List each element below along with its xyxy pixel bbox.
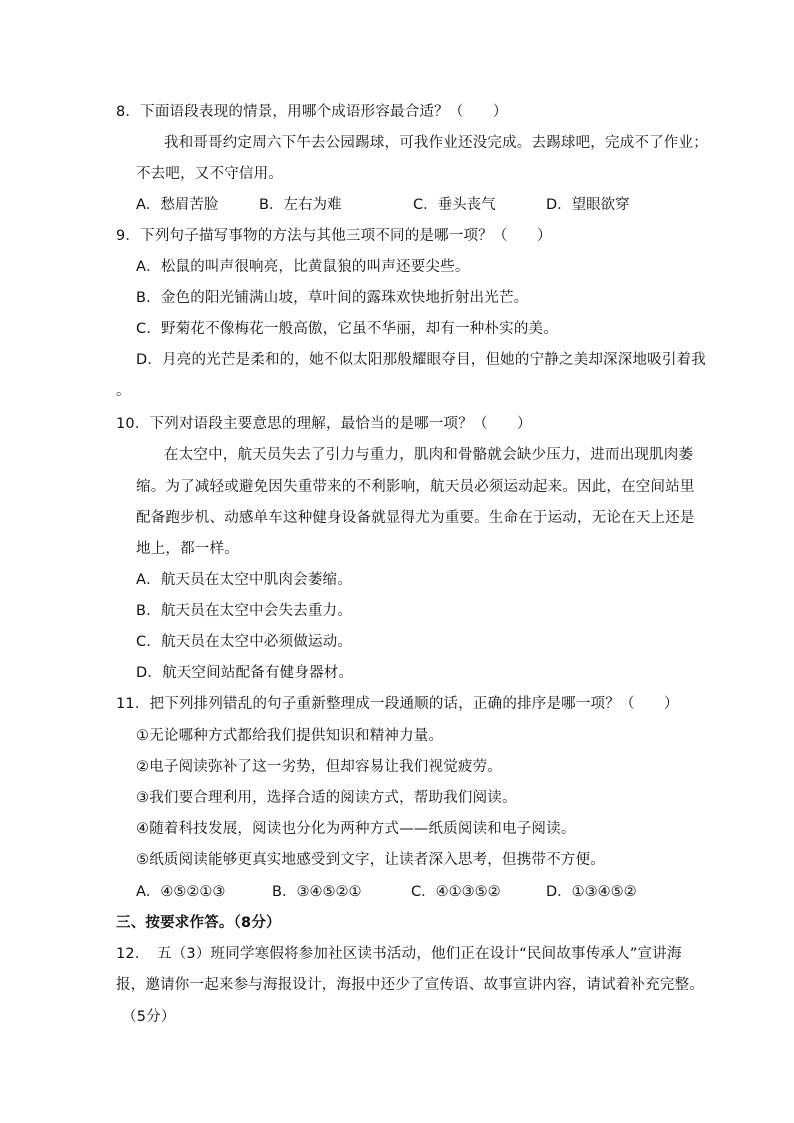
q8-option-d: D．望眼欲穿 — [546, 197, 630, 213]
q9-option-d: D．月亮的光芒是柔和的，她不似太阳那般耀眼夺目，但她的宁静之美却深深地吸引着我 — [136, 352, 706, 368]
q10-passage-line-2: 缩。为了减轻或避免因失重带来的不利影响，航天员必须运动起来。因此，在空间站里 — [136, 479, 695, 495]
q8-passage-line-2: 不去吧，又不守信用。 — [136, 166, 283, 182]
q8-option-b: B．左右为难 — [259, 197, 342, 213]
q11-sentence-2: ②电子阅读弥补了这一劣势，但却容易让我们视觉疲劳。 — [136, 759, 502, 775]
q11-option-b: B．③④⑤②① — [272, 884, 362, 900]
section-3-title: 三、按要求作答。（8分） — [116, 915, 281, 931]
q10-passage-line-3: 配备跑步机、动感单车这种健身设备就显得尤为重要。生命在于运动，无论在天上还是 — [136, 510, 695, 526]
q10-option-b: B．航天员在太空中会失去重力。 — [136, 603, 352, 619]
q12-line-3: （5分） — [122, 1009, 176, 1025]
q9-option-b: B．金色的阳光铺满山坡，草叶间的露珠欢快地折射出光芒。 — [136, 290, 529, 306]
q9-stem: 9．下列句子描写事物的方法与其他三项不同的是哪一项？（ ） — [116, 228, 552, 244]
q9-option-d-tail: 。 — [116, 383, 131, 399]
q10-option-a: A．航天员在太空中肌肉会萎缩。 — [136, 572, 352, 588]
q9-option-a: A．松鼠的叫声很响亮，比黄鼠狼的叫声还要尖些。 — [136, 259, 470, 275]
q8-options — [136, 195, 656, 215]
q10-stem: 10．下列对语段主要意思的理解，最恰当的是哪一项？（ ） — [116, 416, 532, 432]
q11-option-a: A．④⑤②①③ — [136, 884, 226, 900]
q11-sentence-1: ①无论哪种方式都给我们提供知识和精神力量。 — [136, 728, 444, 744]
q11-options — [136, 882, 676, 902]
q11-option-c: C．④①③⑤② — [411, 884, 501, 900]
q11-sentence-4: ④随着科技发展，阅读也分化为两种方式——纸质阅读和电子阅读。 — [136, 821, 576, 837]
q11-option-d: D．①③④⑤② — [546, 884, 637, 900]
q11-sentence-3: ③我们要合理利用，选择合适的阅读方式，帮助我们阅读。 — [136, 790, 517, 806]
q10-option-d: D．航天空间站配备有健身器材。 — [136, 665, 354, 681]
q9-option-c: C．野菊花不像梅花一般高傲，它虽不华丽，却有一种朴实的美。 — [136, 321, 558, 337]
q12-line-2: 报，邀请你一起来参与海报设计，海报中还少了宣传语、故事宣讲内容，请试着补充完整。 — [116, 977, 704, 993]
q11-sentence-5: ⑤纸质阅读能够更真实地感受到文字，让读者深入思考，但携带不方便。 — [136, 852, 605, 868]
q8-option-a: A．愁眉苦脸 — [136, 197, 219, 213]
q8-stem: 8．下面语段表现的情景，用哪个成语形容最合适？（ ） — [116, 104, 508, 120]
q10-passage-line-1: 在太空中，航天员失去了引力与重力，肌肉和骨骼就会缺少压力，进而出现肌肉萎 — [164, 447, 694, 463]
q11-stem: 11．把下列排列错乱的句子重新整理成一段通顺的话，正确的排序是哪一项？（ ） — [116, 696, 679, 712]
q8-option-c: C．垂头丧气 — [413, 197, 496, 213]
q12-line-1: 12． 五（3）班同学寒假将参加社区读书活动，他们正在设计“民间故事传承人”宣讲海 — [116, 946, 682, 962]
q10-passage-line-4: 地上，都一样。 — [136, 541, 239, 557]
q8-passage-line-1: 我和哥哥约定周六下午去公园踢球，可我作业还没完成。去踢球吧，完成不了作业； — [164, 135, 708, 151]
q10-option-c: C．航天员在太空中必须做运动。 — [136, 634, 353, 650]
